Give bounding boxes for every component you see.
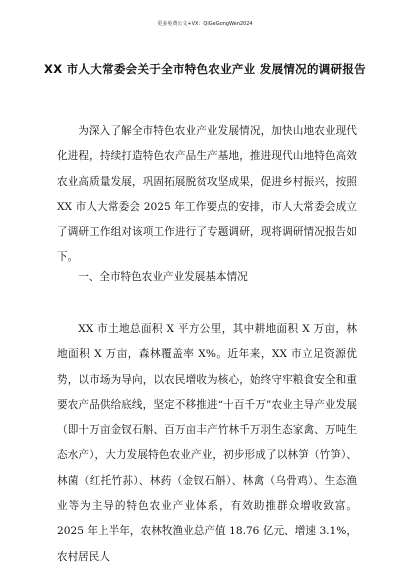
section-body-paragraph: XX 市土地总面积 X 平方公里，其中耕地面积 X 万亩，林地面积 X 万亩，森林覆盖率 X%。近年来，XX 市立足资源优势，以市场为导向，以农民增收为核心，始终守牢粮食安全和重要农产品供给底线，坚定不移推进“十百千万”农业主导产业发展（即十万亩金钗石斛、百万亩丰产竹林千万羽生态家禽、万吨生态水产），大力发展特色农业产业，初步形成了以林笋（竹笋）、林菌（红托竹荪）、林药（金钗石斛）、林禽（乌骨鸡）、生态渔业等为主导的特色农业产业体系，有效助推群众增收致富。2025 年上半年，农林牧渔业总产值 18.76 亿元、增速 3.1%，农村居民人 [57,323,357,563]
header-note: 更多免费公文+VX：QiGeGongWen2024 [157,21,253,27]
intro-paragraph: 为深入了解全市特色农业产业发展情况，加快山地农业现代化进程，持续打造特色农产品生产基地，推进现代山地特色高效农业高质量发展，巩固拓展脱贫攻坚成果，促进乡村振兴，按照 XX 市人大常委会 2025 年工作要点的安排，市人大常委会成立了调研工作组对该项工作进行了专题调研，现将调研情况报告如下。 [57,125,357,264]
section-heading: 一、全市特色农业产业发展基本情况 [78,271,248,283]
document-title: XX 市人大常委会关于全市特色农业产业 发展情况的调研报告 [44,62,366,76]
